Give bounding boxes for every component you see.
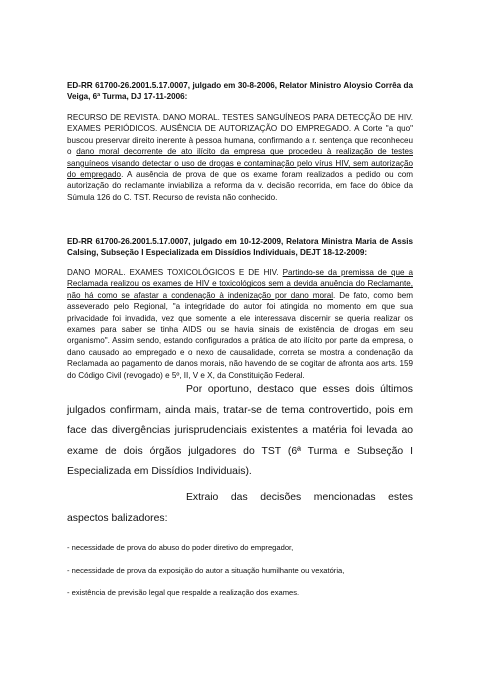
- case2-body: [67, 267, 413, 381]
- case2-body-end: . De fato, como bem asseverado pelo Regional, "a integridade do autor foi atingida no momento em que sua privacidade foi invadida, vez que somente a ele interessava discernir se queria realizar os exames para saber se tinha AIDS ou se havia sinais de existência de drogas em seu organismo". Assim sendo, estando configurados a prática de ato ilícito por parte da empresa, o dano causado ao empregado e o nexo de causalidade, correta se mostra a condenação da Reclamada ao pagamento de danos morais, não havendo de se cogitar de afronta aos arts. 159 do Código Civil (revogado) e 5º, II, V e X, da Constituição Federal.: [67, 290, 413, 380]
- bullet-item: - necessidade de prova do abuso do poder diretivo do empregador,: [67, 543, 294, 552]
- paragraph-oportuno: Por oportuno, destaco que esses dois últimos julgados confirmam, ainda mais, tratar-se de tema controvertido, pois em face das divergências jurisprudenciais existentes a matéria foi levada ao exame de dois órgãos julgadores do TST (6ª Turma e Subseção I Especializada em Dissídios Individuais).: [67, 384, 413, 478]
- case2-body-underlined: Partindo-se da premissa de que a Reclamada realizou os exames de HIV e toxicológicos sem a devida anuência do Reclamante, não há como se afastar a condenação à indenização por dano moral: [67, 268, 413, 300]
- bullet-item: - existência de previsão legal que respalde a realização dos exames.: [67, 588, 300, 597]
- paragraph-extraio: Extraio das decisões mencionadas estes aspectos balizadores:: [67, 492, 413, 524]
- case1-body: [67, 112, 413, 203]
- case1-heading: ED-RR 61700-26.2001.5.17.0007, julgado em 30-8-2006, Relator Ministro Aloysio Corrêa da Veiga, 6ª Turma, DJ 17-11-2006:: [67, 81, 413, 102]
- case1-body-underlined: dano moral decorrente de ato ilícito da empresa que procedeu à realização de testes sanguíneos visando detectar o uso de drogas e contaminação pelo vírus HIV, sem autorização do empregado: [67, 147, 413, 180]
- case1-body-start: RECURSO DE REVISTA. DANO MORAL. TESTES SANGUÍNEOS PARA DETECÇÃO DE HIV. EXAMES PERIÓDICOS. AUSÊNCIA DE AUTORIZAÇÃO DO EMPREGADO. A Corte "a quo" buscou preservar direito inerente à pessoa humana, confirmando a r. sentença que reconheceu o: [67, 113, 413, 157]
- case2-heading: ED-RR 61700-26.2001.5.17.0007, julgado em 10-12-2009, Relatora Ministra Maria de Assis Calsing, Subseção I Especializada em Dissídios Individuais, DEJT 18-12-2009:: [67, 237, 413, 258]
- case1-body-end: . A ausência de prova de que os exame foram realizados a pedido ou com autorização do reclamante inviabiliza a reforma da v. decisão recorrida, em face do óbice da Súmula 126 do C. TST. Recurso de revista não conhecido.: [67, 170, 413, 202]
- bullet-item: - necessidade de prova da exposição do autor a situação humilhante ou vexatória,: [67, 566, 345, 575]
- case2-body-start: DANO MORAL. EXAMES TOXICOLÓGICOS E DE HIV.: [67, 268, 283, 277]
